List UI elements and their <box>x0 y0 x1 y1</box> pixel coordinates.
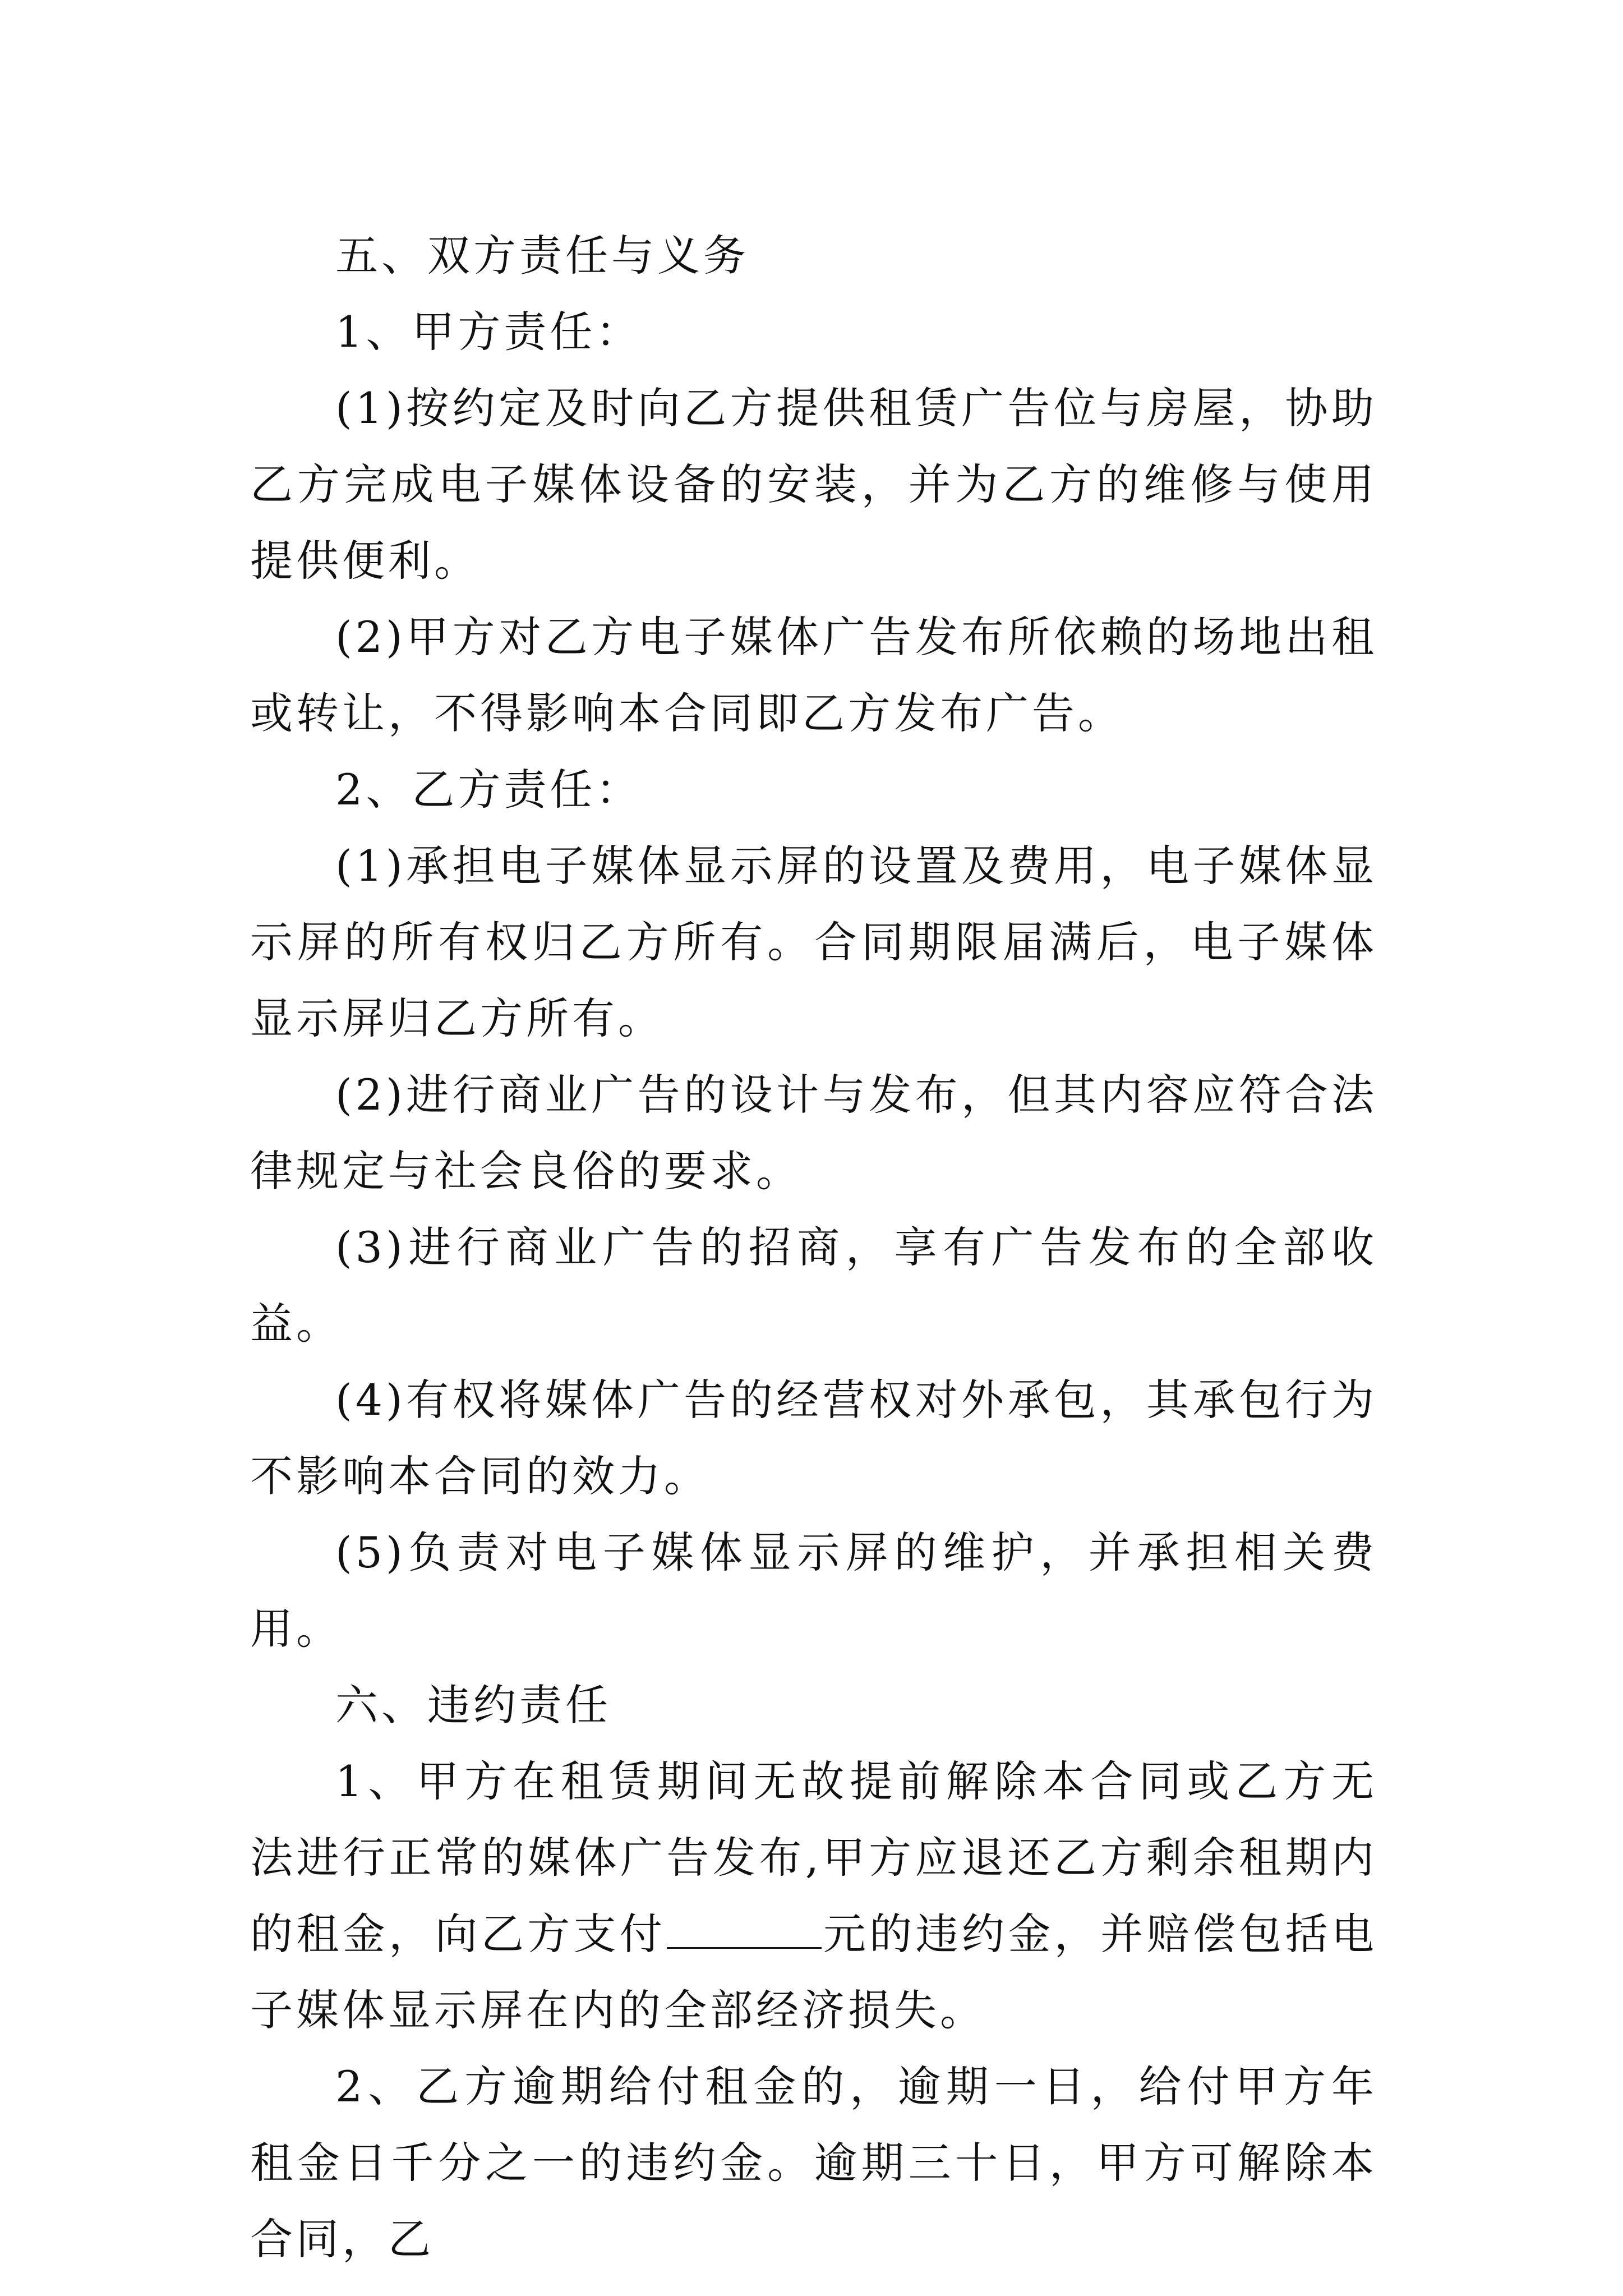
party-b-item-3: (3)进行商业广告的招商，享有广告发布的全部收益。 <box>250 1222 1377 1349</box>
party-a-title: 1、甲方责任： <box>335 307 642 357</box>
section-heading-responsibilities: 五、双方责任与义务 <box>335 231 749 280</box>
breach-clause-1-start: 1、甲方在租赁期间无故提前解除本合同或乙方无法进行正常的媒体广告发布,甲方应退还乙方剩余租期内的租金，向乙方支付 <box>250 1756 1377 1959</box>
party-b-item-4: (4)有权将媒体广告的经营权对外承包，其承包行为不影响本合同的效力。 <box>250 1375 1377 1501</box>
party-b-item-5: (5)负责对电子媒体显示屏的维护，并承担相关费用。 <box>250 1527 1377 1654</box>
breach-clause-2: 2、乙方逾期给付租金的，逾期一日，给付甲方年租金日千分之一的违约金。逾期三十日，甲方可解除本合同，乙 <box>250 2062 1377 2264</box>
party-a-item-1: (1)按约定及时向乙方提供租赁广告位与房屋，协助乙方完成电子媒体设备的安装，并为乙方的维修与使用提供便利。 <box>250 383 1377 586</box>
section-heading-breach: 六、违约责任 <box>335 1680 611 1730</box>
amount-blank-line <box>667 1947 822 1949</box>
party-b-title: 2、乙方责任： <box>335 765 642 815</box>
breach-clause-1 <box>250 1743 1377 2049</box>
party-b-item-2: (2)进行商业广告的设计与发布，但其内容应符合法律规定与社会良俗的要求。 <box>250 1070 1377 1196</box>
party-b-item-1: (1)承担电子媒体显示屏的设置及费用，电子媒体显示屏的所有权归乙方所有。合同期限届满后，电子媒体显示屏归乙方所有。 <box>250 841 1377 1043</box>
document-body <box>250 218 1377 2277</box>
party-a-item-2: (2)甲方对乙方电子媒体广告发布所依赖的场地出租或转让，不得影响本合同即乙方发布广告。 <box>250 612 1377 738</box>
breach-clause-1-end: 元的违约金，并赔偿包括电子媒体显示屏在内的全部经济损失。 <box>250 1909 1378 2035</box>
